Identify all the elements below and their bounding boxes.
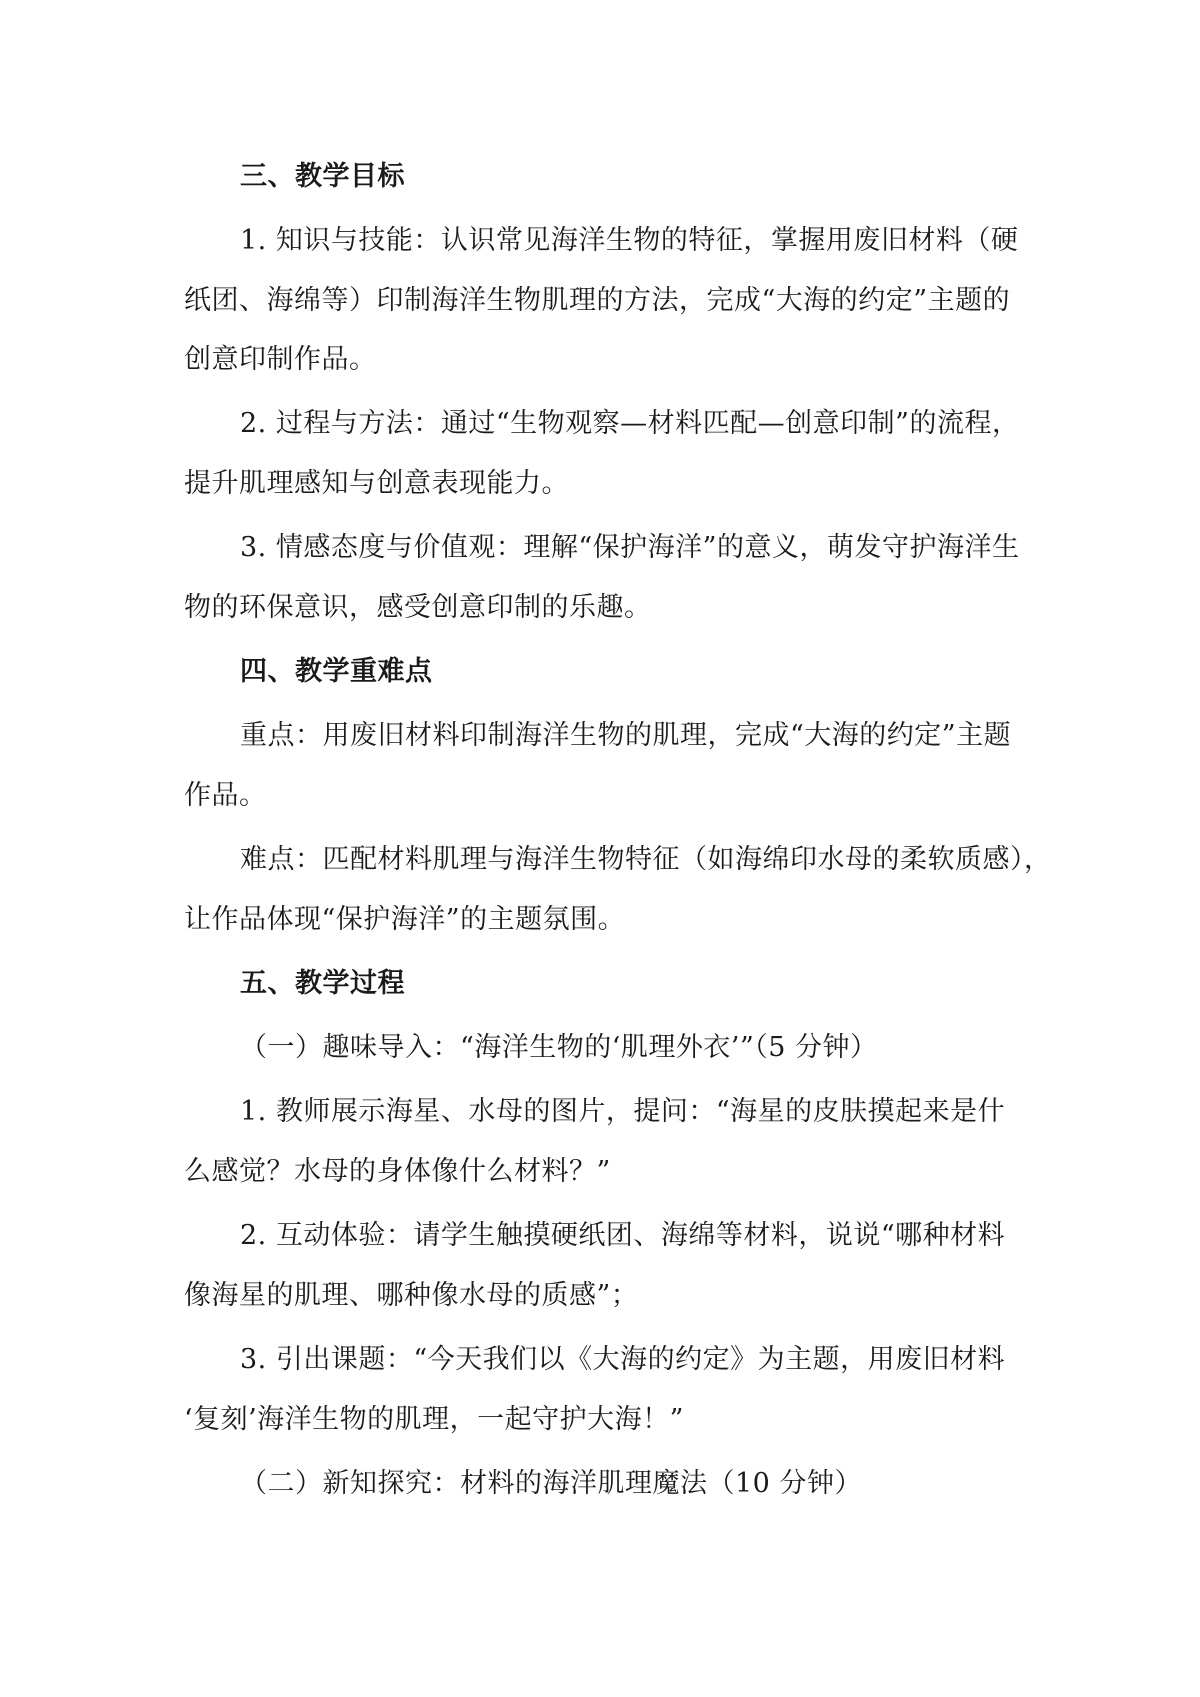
paragraph-line: 3. 引出课题：“今天我们以《大海的约定》为主题，用废旧材料: [240, 1344, 1006, 1375]
paragraph-line: 作品。: [184, 780, 267, 811]
paragraph-line: 重点：用废旧材料印制海洋生物的肌理，完成“大海的约定”主题: [240, 720, 1012, 751]
subsection-heading: （二）新知探究：材料的海洋肌理魔法（10 分钟）: [240, 1468, 862, 1499]
paragraph-line: 提升肌理感知与创意表现能力。: [184, 468, 569, 499]
section-heading-objectives: 三、教学目标: [240, 161, 405, 192]
paragraph-line: 3. 情感态度与价值观：理解“保护海洋”的意义，萌发守护海洋生: [240, 532, 1020, 563]
section-heading-key-points: 四、教学重难点: [240, 656, 433, 687]
section-heading-process: 五、教学过程: [240, 968, 405, 999]
paragraph-line: 创意印制作品。: [184, 344, 377, 375]
paragraph-line: 么感觉？水母的身体像什么材料？”: [184, 1156, 611, 1187]
paragraph-line: 像海星的肌理、哪种像水母的质感”；: [184, 1280, 639, 1311]
paragraph-line: 难点：匹配材料肌理与海洋生物特征（如海绵印水母的柔软质感），: [240, 844, 1052, 875]
paragraph-line: 2. 过程与方法：通过“生物观察—材料匹配—创意印制”的流程，: [240, 408, 1020, 439]
paragraph-line: 让作品体现“保护海洋”的主题氛围。: [184, 904, 626, 935]
paragraph-line: 1. 教师展示海星、水母的图片，提问：“海星的皮肤摸起来是什: [240, 1096, 1006, 1127]
paragraph-line: 1. 知识与技能：认识常见海洋生物的特征，掌握用废旧材料（硬: [240, 225, 1019, 256]
subsection-heading: （一）趣味导入：“海洋生物的‘肌理外衣’”（5 分钟）: [240, 1032, 878, 1063]
paragraph-line: 2. 互动体验：请学生触摸硬纸团、海绵等材料，说说“哪种材料: [240, 1220, 1006, 1251]
paragraph-line: 纸团、海绵等）印制海洋生物肌理的方法，完成“大海的约定”主题的: [184, 285, 1011, 316]
paragraph-line: 物的环保意识，感受创意印制的乐趣。: [184, 592, 652, 623]
paragraph-line: ‘复刻’海洋生物的肌理，一起守护大海！”: [184, 1404, 684, 1435]
